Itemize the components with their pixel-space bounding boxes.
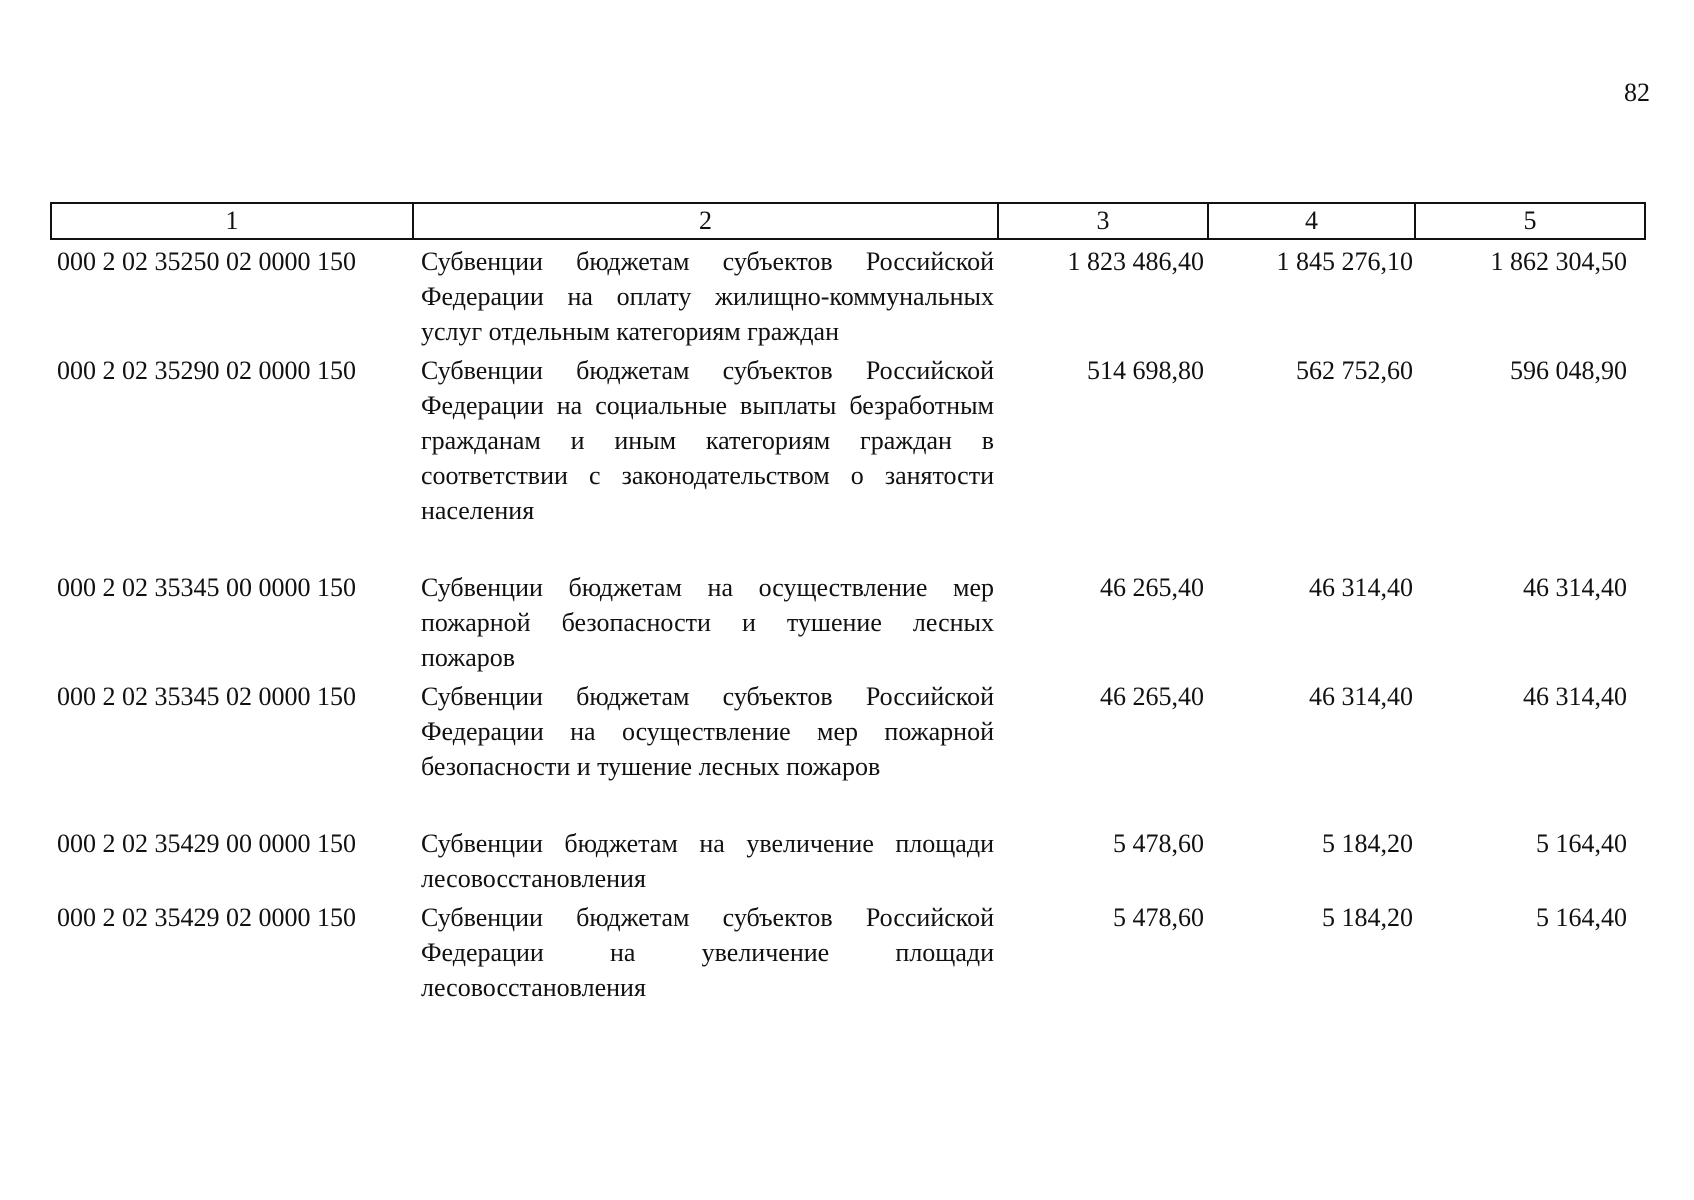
amount-col4-cell: 5 184,20 — [1322, 829, 1413, 858]
table-row — [51, 896, 1645, 1005]
description-cell: Субвенции бюджетам субъектов Российской Федерации на социальные выплаты безработным гражданам и иным категориям граждан в соответствии с законодательством о занятости населения — [421, 356, 994, 525]
header-row — [51, 203, 1645, 239]
budget-table — [50, 202, 1646, 1005]
description-cell: Субвенции бюджетам на осуществление мер пожарной безопасности и тушение лесных пожаров — [421, 573, 994, 672]
table-row — [51, 349, 1645, 566]
column-header-4: 4 — [1208, 203, 1415, 239]
amount-col3-cell: 5 478,60 — [1113, 903, 1204, 932]
amount-col5-cell: 1 862 304,50 — [1490, 247, 1627, 276]
column-header-2: 2 — [413, 203, 998, 239]
budget-code-cell: 000 2 02 35250 02 0000 150 — [57, 247, 356, 276]
column-header-3: 3 — [998, 203, 1208, 239]
description-cell: Субвенции бюджетам на увеличение площади лесовосстановления — [421, 829, 994, 893]
description-cell: Субвенции бюджетам субъектов Российской Федерации на осуществление мер пожарной безопасности и тушение лесных пожаров — [421, 682, 994, 781]
amount-col5-cell: 46 314,40 — [1523, 573, 1627, 602]
column-header-5: 5 — [1415, 203, 1645, 239]
amount-col3-cell: 5 478,60 — [1113, 829, 1204, 858]
budget-code-cell: 000 2 02 35429 00 0000 150 — [57, 829, 356, 858]
amount-col4-cell: 46 314,40 — [1309, 573, 1413, 602]
column-header-1: 1 — [51, 203, 413, 239]
amount-col3-cell: 514 698,80 — [1087, 356, 1204, 385]
budget-code-cell: 000 2 02 35345 02 0000 150 — [57, 682, 356, 711]
budget-code-cell: 000 2 02 35345 00 0000 150 — [57, 573, 356, 602]
amount-col5-cell: 5 164,40 — [1536, 903, 1627, 932]
budget-code-cell: 000 2 02 35290 02 0000 150 — [57, 356, 356, 385]
table-row — [51, 675, 1645, 822]
amount-col4-cell: 46 314,40 — [1309, 682, 1413, 711]
description-cell: Субвенции бюджетам субъектов Российской Федерации на увеличение площади лесовосстановления — [421, 903, 994, 1002]
table-row — [51, 822, 1645, 896]
amount-col3-cell: 46 265,40 — [1100, 573, 1204, 602]
amount-col4-cell: 1 845 276,10 — [1276, 247, 1413, 276]
amount-col3-cell: 1 823 486,40 — [1067, 247, 1204, 276]
table-row — [51, 566, 1645, 675]
amount-col4-cell: 562 752,60 — [1296, 356, 1413, 385]
table-header — [51, 203, 1645, 239]
amount-col4-cell: 5 184,20 — [1322, 903, 1413, 932]
table-body — [51, 239, 1645, 1005]
page-number: 82 — [1624, 78, 1650, 107]
amount-col3-cell: 46 265,40 — [1100, 682, 1204, 711]
table-row — [51, 239, 1645, 349]
description-cell: Субвенции бюджетам субъектов Российской Федерации на оплату жилищно-коммунальных услуг отдельным категориям граждан — [421, 247, 994, 346]
amount-col5-cell: 596 048,90 — [1510, 356, 1627, 385]
amount-col5-cell: 46 314,40 — [1523, 682, 1627, 711]
budget-code-cell: 000 2 02 35429 02 0000 150 — [57, 903, 356, 932]
amount-col5-cell: 5 164,40 — [1536, 829, 1627, 858]
